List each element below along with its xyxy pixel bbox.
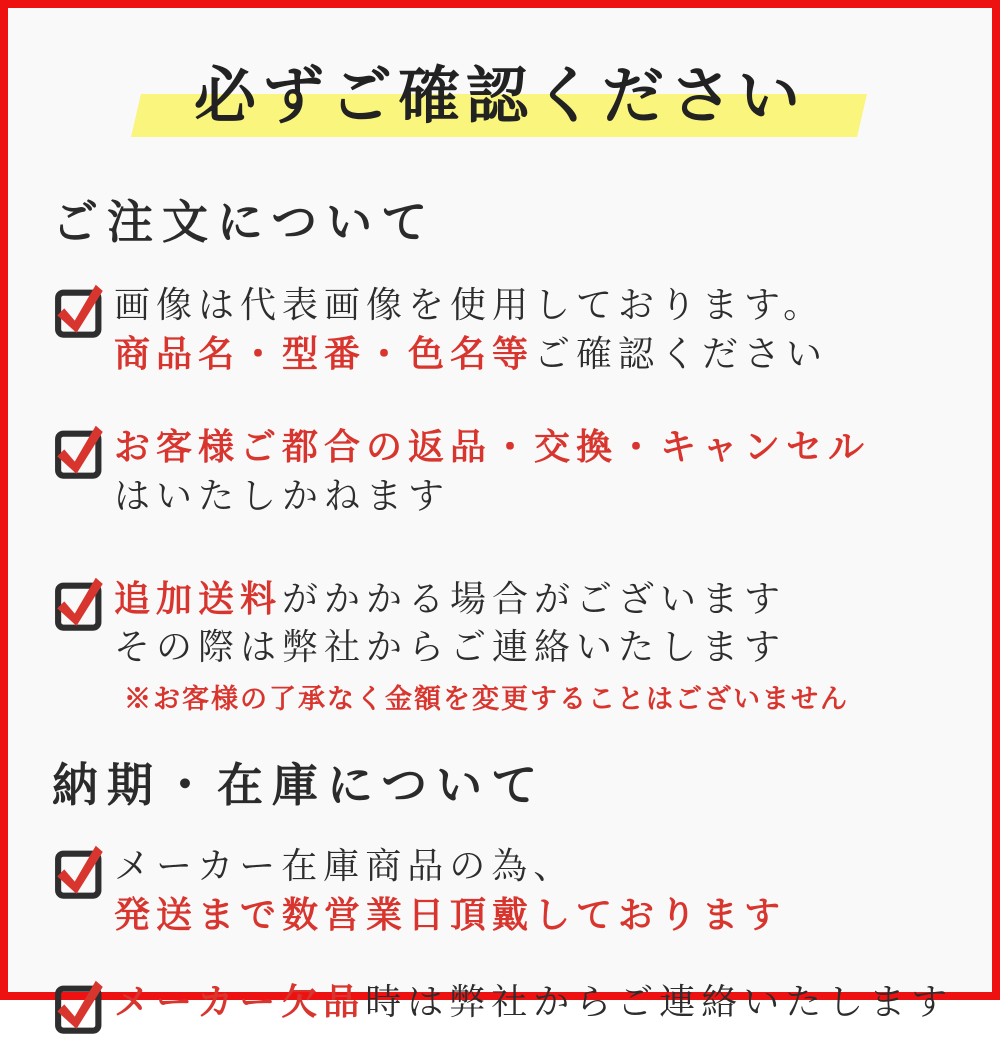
item-line [114, 978, 953, 1027]
item-text-segment: 時は弊社からご連絡いたします [365, 982, 954, 1024]
checklist-item [52, 280, 956, 379]
item-line [114, 282, 828, 330]
checklist-item-text [114, 573, 849, 719]
item-text-segment: その際は弊社からご連絡いたします [114, 627, 787, 669]
checkbox-icon [52, 421, 108, 483]
item-text-segment: ご確認ください [534, 334, 829, 376]
item-text-segment: ※お客様の了承なく金額を変更することはございません [124, 684, 849, 716]
checklist-item [52, 976, 956, 1038]
item-line [114, 843, 786, 891]
checklist-item [52, 573, 956, 719]
item-text-segment: 商品名・型番・色名等 [114, 333, 535, 376]
item-text-segment: お客様ご都合の返品・交換・キャンセル [114, 426, 871, 469]
item-note-line [114, 682, 849, 718]
item-line [114, 473, 870, 521]
section-heading-order: ご注文について [52, 195, 437, 249]
item-line [114, 891, 786, 940]
section-heading-stock: 納期・在庫について [52, 757, 547, 812]
checklist-item [52, 421, 956, 520]
item-text-segment: がかかる場合がございます [282, 578, 787, 620]
checklist-item [52, 841, 956, 940]
item-line [114, 330, 828, 379]
item-text-segment: メーカー在庫商品の為、 [114, 845, 576, 887]
checkbox-icon [52, 280, 108, 342]
item-line [114, 423, 870, 472]
checklist-item-text [114, 841, 786, 940]
checklist-item-text [114, 976, 953, 1027]
item-text-segment: はいたしかねます [114, 475, 451, 517]
item-text-segment: 発送まで数営業日頂戴しております [114, 893, 787, 936]
page-title-block [8, 46, 992, 150]
item-text-segment: メーカー欠品 [114, 981, 366, 1024]
item-text-segment: 追加送料 [114, 577, 283, 620]
checkbox-icon [52, 976, 108, 1038]
item-line [114, 624, 849, 672]
checkbox-icon [52, 573, 108, 635]
notice-content [8, 186, 992, 1038]
item-line [114, 575, 849, 624]
checkbox-icon [52, 841, 108, 903]
checklist-item-text [114, 280, 828, 379]
checklist-item-text [114, 421, 870, 520]
page-title: 必ずご確認ください [193, 59, 806, 132]
item-text-segment: 画像は代表画像を使用しております。 [114, 285, 826, 326]
